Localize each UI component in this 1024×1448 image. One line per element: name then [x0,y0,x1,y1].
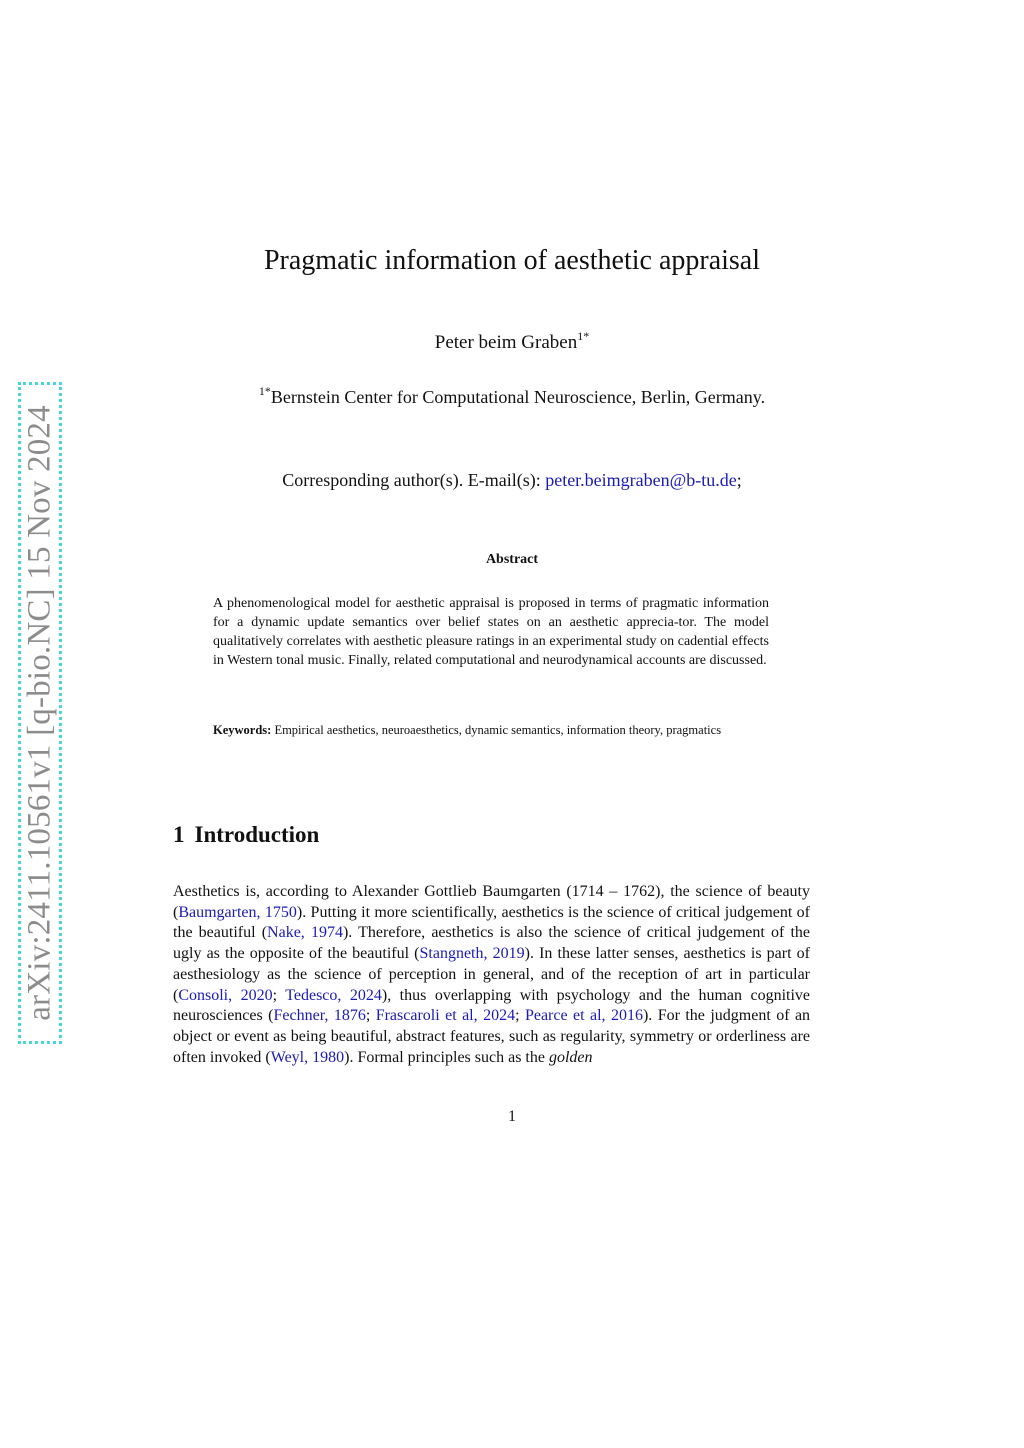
affiliation-text: Bernstein Center for Computational Neuroscience, Berlin, Germany. [270,387,766,407]
citation-fechner[interactable]: Fechner, 1876 [273,1007,366,1025]
citation-author: Weyl [270,1048,305,1066]
arxiv-identifier: arXiv:2411.10561v1 [q-bio.NC] 15 Nov 2024 [21,405,58,1021]
corresponding-suffix: ; [736,470,742,490]
text-run: ), thus overlapping with psychology and the human cognitive neurosciences ( [173,986,810,1025]
citation-author: Fechner [273,1007,325,1025]
citation-author: Nake [267,924,301,942]
affiliation-line [0,384,1024,408]
citation-nake[interactable]: Nake, 1974 [267,924,343,942]
keywords-text: Empirical aesthetics, neuroaesthetics, dynamic semantics, information theory, pragmatics [271,723,722,737]
paper-title: Pragmatic information of aesthetic appraisal [263,245,761,276]
citation-baumgarten[interactable]: Baumgarten, 1750 [178,903,297,921]
text-run: Aesthetics is, according to Alexander Gottlieb Baumgarten (1714 – 1762), the science of beauty ( [173,883,810,921]
section-title: Introduction [194,822,320,847]
affiliation-mark: 1* [258,384,271,398]
citation-author: Frascaroli et al [375,1007,474,1025]
section-number: 1 [173,822,185,847]
text-run: ). Putting it more scientifically, aesthetics is the science of critical judgement of the beautiful ( [173,903,810,942]
citation-pearce[interactable]: Pearce et al, 2016 [524,1007,643,1025]
citation-weyl[interactable]: Weyl, 1980 [270,1048,345,1066]
author-name: Peter beim Graben [434,332,578,353]
citation-stangneth[interactable]: Stangneth, 2019 [419,945,525,963]
citation-author: Baumgarten [178,903,257,921]
text-run: ). For the judgment of an object or event as being beautiful, abstract features, such as regularity, symmetry or orderliness are often invoked ( [173,1007,811,1066]
author-line [0,329,1024,354]
abstract-text: A phenomenological model for aesthetic appraisal is proposed in terms of pragmatic information for a dynamic update semantics over belief states on an aesthetic apprecia-tor. The model qualitatively correlates with aesthetic pleasure ratings in an experimental study on cadential effects in Western tonal music. Finally, related computational and neurodynamical accounts are discussed. [213,596,769,668]
citation-year: 2019 [492,945,525,963]
citation-tedesco[interactable]: Tedesco, 2024 [285,986,382,1004]
citation-year: 1974 [310,924,343,942]
abstract-heading: Abstract [485,552,539,567]
keywords-label: Keywords: [213,723,272,737]
author-mark: 1* [577,329,590,343]
italic-term: golden [548,1048,593,1066]
corresponding-prefix: Corresponding author(s). E-mail(s): [282,470,546,490]
citation-year: 1980 [312,1048,345,1066]
keywords [213,723,813,738]
citation-author: Pearce et al [524,1007,602,1025]
email-link[interactable]: peter.beimgraben@b-tu.de [545,470,737,490]
text-run: ). Formal principles such as the [344,1048,549,1066]
introduction-paragraph: Aesthetics is, according to Alexander Gottlieb Baumgarten (1714 – 1762), the science of beauty (Baumgarten, 1750). Putting it more scientifically, aesthetics is the science of critical judgement of the beautiful (Nake, 1974). Therefore, aesthetics is also the science of critical judgement of the ugly as the opposite of the beautiful (Stangneth, 2019). In these latter senses, aesthetics is part of aesthesiology as the science of perception in general, and of the reception of art in particular (Consoli, 2020; Tedesco, 2024), thus overlapping with psychology and the human cognitive neurosciences (Fechner, 1876; Frascaroli et al, 2024; Pearce et al, 2016). For the judgment of an object or event as being beautiful, abstract features, such as regularity, symmetry or orderliness are often invoked (Weyl, 1980). Formal principles such as the golden [173,883,811,1066]
page-number: 1 [508,1108,516,1125]
citation-year: 2020 [240,986,273,1004]
citation-year: 2016 [610,1007,643,1025]
citation-consoli[interactable]: Consoli, 2020 [178,986,273,1004]
citation-author: Consoli [178,986,229,1004]
citation-year: 2024 [349,986,382,1004]
section-heading [173,822,329,848]
text-run: ). Therefore, aesthetics is also the science of critical judgement of the ugly as the opposite of the beautiful ( [173,924,810,963]
corresponding-author [0,470,1024,491]
citation-author: Stangneth [419,945,484,963]
citation-year: 1750 [264,903,297,921]
citation-year: 1876 [333,1007,366,1025]
citation-frascaroli[interactable]: Frascaroli et al, 2024 [375,1007,516,1025]
citation-year: 2024 [483,1007,516,1025]
citation-author: Tedesco [285,986,338,1004]
text-run: ). In these latter senses, aesthetics is part of aesthesiology as the science of perception in general, and of the reception of art in particular ( [173,945,811,1004]
